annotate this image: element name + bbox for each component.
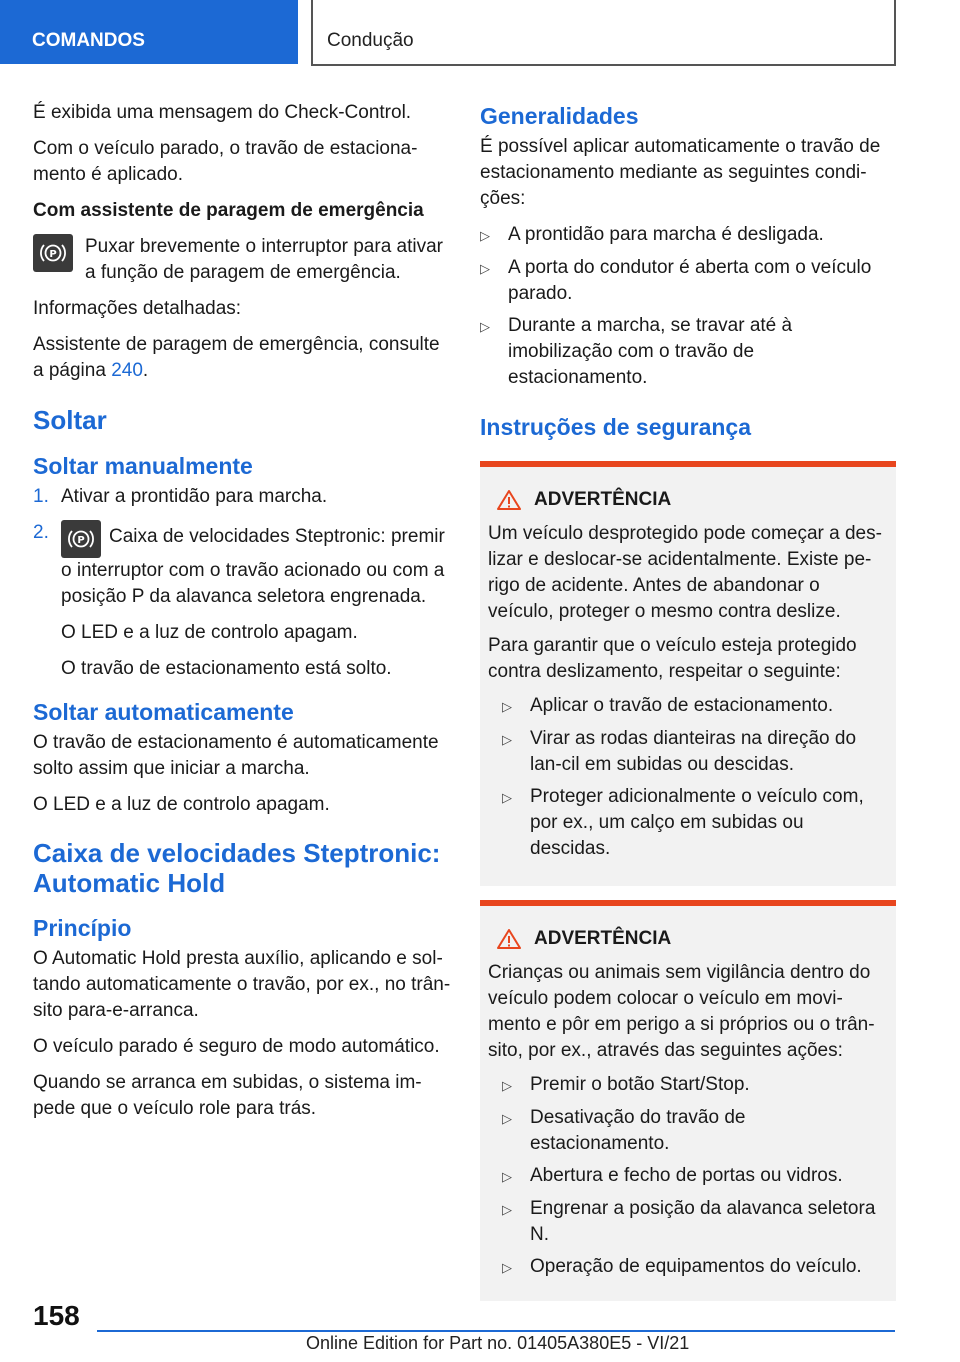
list-item-text: Premir o botão Start/Stop.: [530, 1074, 750, 1095]
list-item-text: Proteger adicionalmente o veículo com, por ex., um calço em subidas ou descidas.: [530, 786, 864, 859]
subsection-title: Condução: [327, 30, 414, 51]
triangle-bullet-icon: ▷: [480, 261, 490, 276]
heading-soltar: Soltar: [33, 405, 107, 435]
triangle-bullet-icon: ▷: [480, 228, 490, 243]
list-item-text: A porta do condutor é aberta com o veículo parado.: [508, 257, 872, 304]
paragraph: O LED e a luz de controlo apagam.: [33, 794, 330, 815]
warning-list: [488, 693, 888, 862]
list-item: [480, 222, 896, 249]
paragraph: Um veículo desprotegido pode começar a des-lizar e deslocar-se acidentalmente. Existe pe-rigo de acidente. Antes de abandonar o veículo, proteger o mesmo contra deslize.: [488, 523, 882, 622]
warning-title: [488, 489, 888, 511]
svg-text:P: P: [49, 249, 57, 260]
paragraph: Informações detalhadas:: [33, 298, 242, 319]
warning-title-text: ADVERTÊNCIA: [534, 928, 672, 949]
triangle-bullet-icon: ▷: [502, 1202, 512, 1217]
paragraph: O veículo parado é seguro de modo automático.: [33, 1036, 440, 1057]
warning-triangle-icon: [496, 489, 522, 511]
page-link[interactable]: 240: [111, 360, 143, 381]
list-item-text: Operação de equipamentos do veículo.: [530, 1256, 862, 1277]
heading-safety: Instruções de segurança: [480, 414, 751, 440]
list-item: [502, 1105, 888, 1157]
list-item-text: A prontidão para marcha é desligada.: [508, 224, 824, 245]
step-number: 1.: [33, 486, 49, 507]
paragraph: O Automatic Hold presta auxílio, aplicando e sol-tando automaticamente o travão, por ex., no trân-sito para-e-arranca.: [33, 948, 451, 1021]
list-item: [502, 693, 888, 720]
emergency-icon-row: [33, 234, 451, 286]
triangle-bullet-icon: ▷: [502, 1260, 512, 1275]
parking-brake-switch-icon: [33, 234, 73, 272]
triangle-bullet-icon: ▷: [502, 732, 512, 747]
list-item-text: Engrenar a posição da alavanca seletora N.: [530, 1198, 876, 1245]
list-item: [480, 313, 896, 391]
footer-divider: [97, 1330, 895, 1332]
paragraph: O travão de estacionamento é automaticamente solto assim que iniciar a marcha.: [33, 732, 439, 779]
paragraph: Quando se arranca em subidas, o sistema im-pede que o veículo role para trás.: [33, 1072, 422, 1119]
list-item: [502, 1072, 888, 1099]
triangle-bullet-icon: ▷: [502, 1078, 512, 1093]
paragraph: Assistente de paragem de emergência, consulte a página 240.: [33, 334, 440, 381]
list-item-text: Abertura e fecho de portas ou vidros.: [530, 1165, 843, 1186]
list-item-text: Desativação do travão de estacionamento.: [530, 1107, 746, 1154]
list-item-text: Aplicar o travão de estacionamento.: [530, 695, 834, 716]
heading-generalidades: Generalidades: [480, 103, 639, 129]
footer-edition: Online Edition for Part no. 01405A380E5 - VI/21: [306, 1333, 690, 1353]
step-text-wrap: [61, 520, 451, 610]
step-note: O LED e a luz de controlo apagam.: [61, 622, 358, 643]
paragraph: Crianças ou animais sem vigilância dentro do veículo podem colocar o veículo em movi-mento e pôr em perigo a si próprios ou o trân-sito, por ex., através das seguintes ações:: [488, 962, 875, 1061]
parking-brake-switch-icon: [61, 520, 101, 558]
subsection-header: [311, 0, 896, 66]
list-item: [33, 520, 451, 610]
section-tab: [0, 0, 298, 64]
paragraph: É possível aplicar automaticamente o travão de estacionamento mediante as seguintes condi-ções:: [480, 136, 881, 209]
heading-steptronic: Caixa de velocidades Steptronic: Automatic Hold: [33, 838, 441, 898]
warning-list: [488, 1072, 888, 1281]
info-text: Assistente de paragem de emergência, consulte a página: [33, 334, 440, 381]
list-item: [502, 1196, 888, 1248]
list-item: [502, 1254, 888, 1281]
warning-box: [480, 461, 896, 886]
section-title: COMANDOS: [32, 30, 145, 51]
triangle-bullet-icon: ▷: [502, 1111, 512, 1126]
warning-title: [488, 928, 888, 950]
list-item: [502, 1163, 888, 1190]
triangle-bullet-icon: ▷: [502, 1169, 512, 1184]
steps-list: [33, 484, 451, 610]
list-item: [33, 484, 451, 510]
step-text: Ativar a prontidão para marcha.: [61, 486, 328, 507]
list-item: [480, 255, 896, 307]
warning-title-text: ADVERTÊNCIA: [534, 489, 672, 510]
paragraph: Com o veículo parado, o travão de estaciona-mento é aplicado.: [33, 138, 418, 185]
list-item-text: Durante a marcha, se travar até à imobilização com o travão de estacionamento.: [508, 315, 793, 388]
paragraph: Para garantir que o veículo esteja protegido contra deslizamento, respeitar o seguinte:: [488, 635, 857, 682]
heading-soltar-auto: Soltar automaticamente: [33, 699, 294, 725]
triangle-bullet-icon: ▷: [480, 319, 490, 334]
list-item: [502, 726, 888, 778]
right-column: [480, 100, 896, 1301]
step-text: Caixa de velocidades Steptronic: premir o interruptor com o travão acionado ou com a posição P da alavanca seletora engrenada.: [61, 526, 445, 607]
list-item: [502, 784, 888, 862]
left-column: [33, 100, 451, 1132]
step-note: O travão de estacionamento está solto.: [61, 658, 392, 679]
list-item-text: Virar as rodas dianteiras na direção do lan-cil em subidas ou descidas.: [530, 728, 857, 775]
conditions-list: [480, 222, 896, 391]
svg-text:P: P: [77, 535, 85, 546]
subheading-emergency: Com assistente de paragem de emergência: [33, 200, 424, 221]
triangle-bullet-icon: ▷: [502, 790, 512, 805]
triangle-bullet-icon: ▷: [502, 699, 512, 714]
heading-principio: Princípio: [33, 915, 132, 941]
heading-soltar-manual: Soltar manualmente: [33, 453, 253, 479]
step-number: 2.: [33, 522, 49, 543]
paragraph: É exibida uma mensagem do Check-Control.: [33, 102, 412, 123]
warning-triangle-icon: [496, 928, 522, 950]
page-number: 158: [33, 1300, 80, 1331]
warning-box: [480, 900, 896, 1301]
paragraph: Puxar brevemente o interruptor para ativar a função de paragem de emergência.: [85, 236, 444, 283]
